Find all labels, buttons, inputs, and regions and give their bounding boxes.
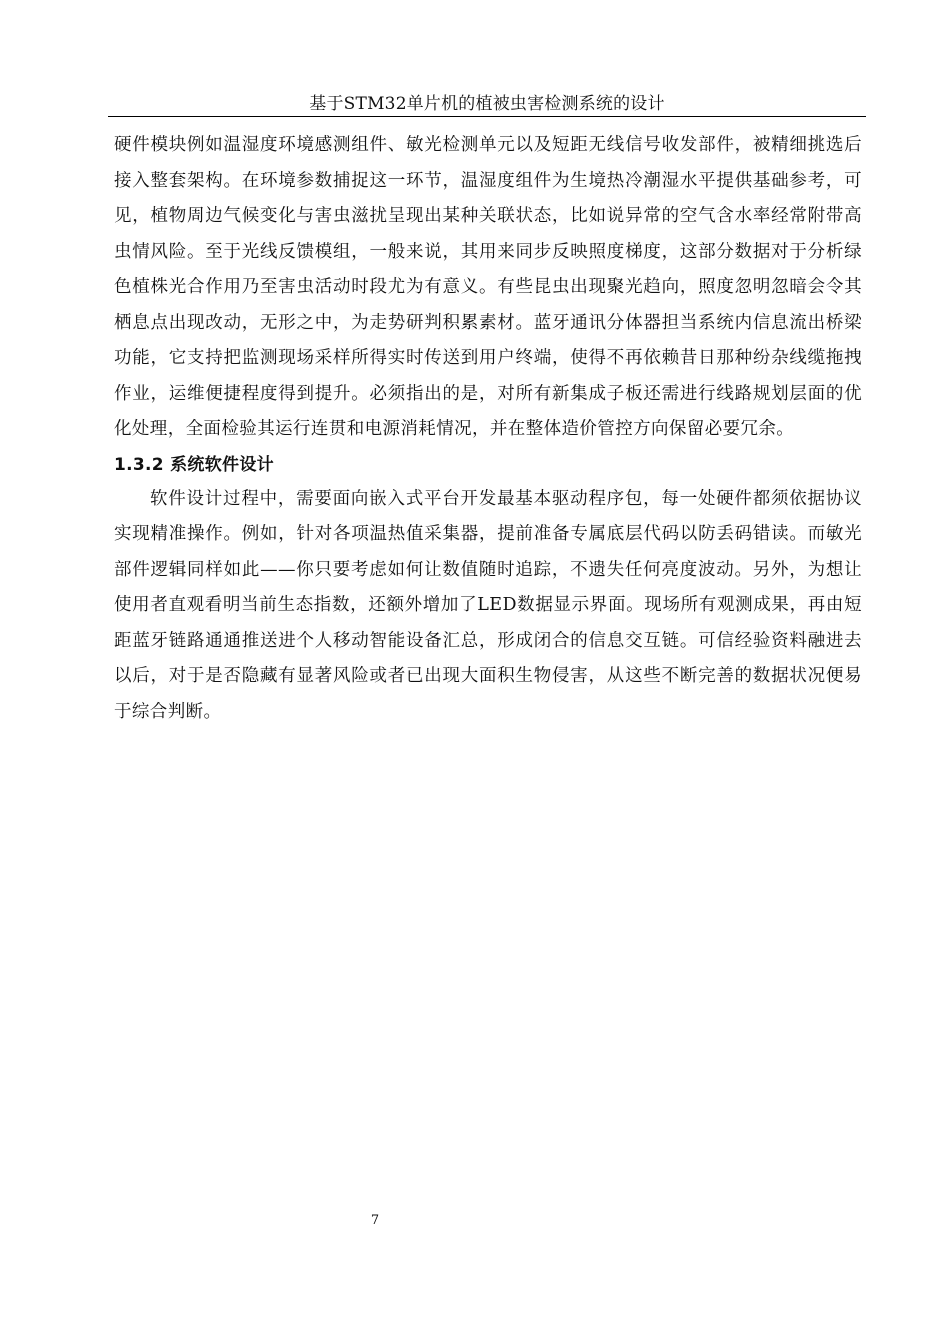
page-body xyxy=(114,128,862,730)
page-header-title: 基于STM32单片机的植被虫害检测系统的设计 xyxy=(309,94,665,114)
body-paragraph-software: 软件设计过程中，需要面向嵌入式平台开发最基本驱动程序包，每一处硬件都须依据协议实现精准操作。例如，针对各项温热值采集器，提前准备专属底层代码以防丢码错读。而敏光部件逻辑同样如此——你只要考虑如何让数值随时追踪，不遗失任何亮度波动。另外，为想让使用者直观看明当前生态指数，还额外增加了LED数据显示界面。现场所有观测成果，再由短距蓝牙链路通通推送进个人移动智能设备汇总，形成闭合的信息交互链。可信经验资料融进去以后，对于是否隐藏有显著风险或者已出现大面积生物侵害，从这些不断完善的数据状况便易于综合判断。 xyxy=(114,488,862,722)
page-number: 7 xyxy=(370,1213,380,1228)
section-heading-software-design: 1.3.2 系统软件设计 xyxy=(114,454,274,475)
body-paragraph-hardware: 硬件模块例如温湿度环境感测组件、敏光检测单元以及短距无线信号收发部件，被精细挑选后接入整套架构。在环境参数捕捉这一环节，温湿度组件为生境热冷潮湿水平提供基础参考，可见，植物周边气候变化与害虫滋扰呈现出某种关联状态，比如说异常的空气含水率经常附带高虫情风险。至于光线反馈模组，一般来说，其用来同步反映照度梯度，这部分数据对于分析绿色植株光合作用乃至害虫活动时段尤为有意义。有些昆虫出现聚光趋向，照度忽明忽暗会令其栖息点出现改动，无形之中，为走势研判积累素材。蓝牙通讯分体器担当系统内信息流出桥梁功能，它支持把监测现场采样所得实时传送到用户终端，使得不再依赖昔日那种纷杂线缆拖拽作业，运维便捷程度得到提升。必须指出的是，对所有新集成子板还需进行线路规划层面的优化处理，全面检验其运行连贯和电源消耗情况，并在整体造价管控方向保留必要冗余。 xyxy=(114,135,862,439)
header-divider xyxy=(108,116,866,117)
